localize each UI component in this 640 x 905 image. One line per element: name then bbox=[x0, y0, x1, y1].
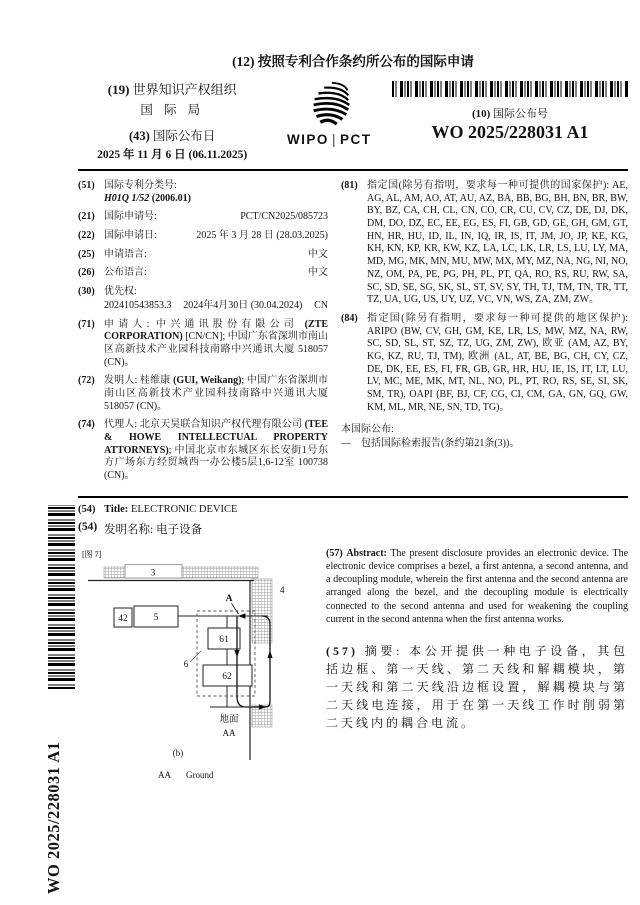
priority-country: CN bbox=[314, 299, 328, 311]
abstract-en-label: Abstract: bbox=[346, 547, 387, 559]
field-25-body bbox=[104, 249, 328, 262]
label-module62: 62 bbox=[222, 671, 232, 682]
field-26-value: 中文 bbox=[308, 267, 328, 279]
field-51-value bbox=[104, 193, 328, 206]
field-26 bbox=[78, 267, 328, 280]
field-84-body bbox=[367, 313, 628, 415]
label-ground-ref: AA bbox=[222, 727, 236, 738]
ipc-class: H01Q 1/52 bbox=[104, 192, 150, 204]
regional-states-codes: ARIPO (BW, CV, GH, GM, KE, LR, LS, MW, MZ, NA, RW, SC, SD, SL, ST, SZ, TZ, UG, ZM, ZW), 欧亚 (AM, AZ, BY, KG, KZ, RU, TJ, TM), 欧洲 (AL, AT, BE, BG, CH, CY, CZ, DE, DK, EE, ES, FI, FR, GB, GR, HR, HU, IE, IS, IT, LT, LU, LV, MC, ME, MK, MT, NL, NO, PL, PT, RO, RS, SE, SI, SK, SM, TR), OAPI (BF, BJ, CF, CG, CI, CM, GA, GN, GQ, GW, KM, ML, MR, NE, SN, TD, TG)。 bbox=[367, 325, 628, 413]
field-22-value: 2025 年 3 月 28 日 (28.03.2025) bbox=[196, 230, 328, 242]
field-22-num: (22) bbox=[78, 230, 95, 242]
bibliographic-section bbox=[78, 180, 628, 489]
label-ground-cn: 地面 bbox=[219, 714, 239, 725]
wipo-logo bbox=[304, 79, 354, 129]
figure-sub-caption: (b) bbox=[172, 747, 184, 758]
header-right-block bbox=[392, 79, 628, 143]
applicant-en-name: (ZTE CORPORATION) bbox=[104, 318, 328, 343]
field-72-body bbox=[104, 375, 328, 413]
note-dash: — bbox=[341, 438, 351, 450]
org-name: 世界知识产权组织 bbox=[132, 82, 237, 97]
field-54-num-cn: (54) bbox=[78, 520, 98, 533]
org-line bbox=[78, 79, 266, 98]
publication-number-value: WO 2025/228031 A1 bbox=[431, 122, 589, 142]
label-module61: 61 bbox=[219, 634, 229, 645]
field-51-body bbox=[104, 180, 328, 205]
publication-note-title: 本国际公布: bbox=[341, 424, 394, 436]
field-74 bbox=[78, 419, 328, 482]
label-module5: 5 bbox=[153, 612, 159, 623]
regional-states-label: 指定国(除另有指明，要求每一种可提供的地区保护): bbox=[367, 312, 628, 324]
field-72 bbox=[78, 375, 328, 413]
title-cn-value: 电子设备 bbox=[156, 523, 203, 536]
field-51 bbox=[78, 180, 328, 205]
field-21-label: 国际申请号: bbox=[104, 211, 157, 223]
biblio-right-column bbox=[341, 180, 628, 489]
field-30-label: 优先权: bbox=[104, 286, 137, 298]
field-21-body bbox=[104, 211, 328, 224]
publication-number-label-line bbox=[392, 105, 628, 121]
field-21-value: PCT/CN2025/085723 bbox=[240, 211, 328, 223]
priority-line bbox=[104, 300, 328, 313]
field-74-num: (74) bbox=[78, 419, 95, 431]
field-25-label: 申请语言: bbox=[104, 248, 147, 260]
pub-date-label: 国际公布日 bbox=[152, 129, 216, 143]
field-81 bbox=[341, 180, 628, 307]
field-72-num: (72) bbox=[78, 375, 95, 387]
field-26-body bbox=[104, 267, 328, 280]
abstract-en-num: (57) bbox=[326, 547, 343, 559]
priority-app-number: 202410543853.3 bbox=[104, 299, 172, 311]
wipo-logo-block bbox=[266, 79, 392, 147]
publication-note-item bbox=[341, 438, 628, 451]
title-en-value: ELECTRONIC DEVICE bbox=[130, 503, 238, 515]
top-barcode bbox=[392, 81, 628, 97]
abstract-cn-label: 摘要: bbox=[364, 643, 403, 658]
inventor-text: 发明人: 桂维康 bbox=[104, 375, 174, 387]
label-module42: 42 bbox=[118, 613, 128, 624]
legend-meaning: Ground bbox=[186, 769, 214, 780]
header-row bbox=[78, 79, 628, 162]
designated-states-codes: AE, AG, AL, AM, AO, AT, AU, AZ, BA, BB, BG, BH, BN, BR, BW, BY, BZ, CA, CH, CL, CN, CO, CR, CU, CV, CZ, DE, DJ, DK, DM, DO, DZ, EC, EE, EG, ES, FI, GB, GD, GE, GH, GM, GT, HN, HR, HU, ID, IL, IN, IQ, IR, IS, IT, JM, JO, JP, KE, KG, KH, KN, KP, KR, KW, KZ, LA, LC, LK, LR, LS, LU, LY, MA, MD, MG, MK, MN, MU, MW, MX, MY, MZ, NA, NG, NI, NO, NZ, OM, PA, PE, PG, PH, PL, PT, QA, RO, RS, RU, RW, SA, SC, SD, SE, SG, SK, SL, ST, SV, SY, TH, TJ, TM, TN, TR, TT, TZ, UA, UG, US, UY, UZ, VC, VN, WS, ZA, ZM, ZW。 bbox=[367, 180, 628, 306]
applicant-address: [CN/CN]; 中国广东省深圳市南山区高新技术产业园科技南路中兴通讯大厦 518057 (CN)。 bbox=[104, 331, 328, 368]
field-num-19: (19) bbox=[107, 82, 130, 97]
figure-abstract-row bbox=[78, 547, 628, 798]
field-22-body bbox=[104, 230, 328, 243]
figure-drawing bbox=[78, 547, 314, 793]
agent-en-name: (TEE & HOWE INTELLECTUAL PROPERTY ATTORNEYS) bbox=[104, 419, 328, 456]
abstract-block bbox=[326, 547, 628, 798]
field-81-body bbox=[367, 180, 628, 307]
field-21 bbox=[78, 211, 328, 224]
field-71-body bbox=[104, 319, 328, 370]
field-25-value: 中文 bbox=[308, 248, 328, 260]
label-bezel-right: 4 bbox=[280, 584, 285, 595]
field-num-10: (10) bbox=[471, 108, 491, 120]
biblio-left-column bbox=[78, 180, 328, 489]
field-25 bbox=[78, 249, 328, 262]
publication-number-label: 国际公布号 bbox=[493, 108, 549, 120]
field-26-label: 公布语言: bbox=[104, 267, 147, 279]
pct-publication-line: (12) 按照专利合作条约所公布的国际申请 bbox=[232, 54, 474, 69]
field-84 bbox=[341, 313, 628, 415]
title-cn-body bbox=[104, 521, 202, 537]
abstract-en-text: The present disclosure provides an electronic device. The electronic device comprises a bezel, a first antenna, a second antenna, and a decoupling module, wherein the first antenna and the second antenna are arranged along the bezel, and the decoupling module is electrically connected to the second antenna and used for weakening the coupling current in the second antenna when the first antenna works. bbox=[326, 547, 629, 625]
abstract-cn-num: (57) bbox=[326, 643, 358, 658]
field-30 bbox=[78, 286, 328, 312]
field-84-num: (84) bbox=[341, 312, 358, 324]
title-en-body bbox=[104, 504, 237, 515]
title-en-row bbox=[78, 504, 628, 515]
abstract-cn bbox=[326, 642, 628, 732]
field-81-num: (81) bbox=[341, 180, 358, 191]
inventor-en-name: (GUI, Weikang) bbox=[173, 375, 242, 387]
pub-date-label-line bbox=[78, 126, 266, 144]
sidebar-publication-number: WO 2025/228031 A1 bbox=[44, 741, 63, 894]
abstract-en bbox=[326, 547, 628, 626]
label-point-a: A bbox=[225, 593, 233, 604]
label-group6: 6 bbox=[183, 658, 189, 669]
title-en-label: Title: bbox=[104, 503, 129, 515]
wipo-pct-wordmark bbox=[287, 132, 372, 147]
field-30-body bbox=[104, 286, 328, 312]
ipc-edition: (2006.01) bbox=[149, 192, 191, 204]
note-text: 包括国际检索报告(条约第21条(3))。 bbox=[361, 438, 520, 450]
abstract-cn-text: 本公开提供一种电子设备，其包括边框、第一天线、第二天线和解耦模块，第一天线和第二天线沿边框设置，解耦模块与第二天线电连接，用于在第一天线工作时削弱第二天线内的耦合电流。 bbox=[326, 643, 628, 730]
wordmark-separator: | bbox=[331, 132, 337, 147]
page-content bbox=[78, 50, 628, 798]
header-left-block bbox=[78, 79, 266, 162]
org-bureau: 国 际 局 bbox=[140, 103, 205, 117]
publication-note bbox=[341, 424, 628, 450]
agent-text: 代理人: 北京天昊联合知识产权代理有限公司 bbox=[104, 419, 305, 431]
inventor-address: ; 中国广东省深圳市南山区高新技术产业园科技南路中兴通讯大厦 518057 (CN)。 bbox=[104, 375, 329, 412]
field-51-num: (51) bbox=[78, 180, 95, 191]
figure-block bbox=[78, 547, 318, 798]
title-cn-row bbox=[78, 521, 628, 537]
field-71-num: (71) bbox=[78, 318, 95, 330]
field-num-43: (43) bbox=[128, 129, 150, 143]
field-26-num: (26) bbox=[78, 267, 95, 279]
title-divider bbox=[78, 496, 628, 498]
pct-word: PCT bbox=[339, 132, 372, 147]
field-71 bbox=[78, 319, 328, 370]
field-51-label: 国际专利分类号: bbox=[104, 180, 177, 191]
figure-caption: [图 7] bbox=[82, 549, 102, 559]
label-bezel-top: 3 bbox=[150, 567, 156, 578]
field-25-num: (25) bbox=[78, 248, 95, 260]
applicant-text: 申请人: 中兴通讯股份有限公司 bbox=[104, 318, 305, 330]
field-22-label: 国际申请日: bbox=[104, 230, 157, 242]
agent-address: ; 中国北京市东城区东长安街1号东方广场东方经贸城西一办公楼5层1,6-12室 100738 (CN)。 bbox=[104, 444, 328, 482]
pub-date-value: 2025 年 11 月 6 日 (06.11.2025) bbox=[97, 149, 248, 161]
wipo-word: WIPO bbox=[286, 132, 329, 147]
header-divider bbox=[78, 169, 628, 171]
title-cn-label: 发明名称: bbox=[104, 523, 154, 536]
field-21-num: (21) bbox=[78, 211, 95, 223]
field-74-body bbox=[104, 419, 328, 482]
priority-date: 2024年4月30日 (30.04.2024) bbox=[183, 299, 303, 311]
field-22 bbox=[78, 230, 328, 243]
field-54-num-en: (54) bbox=[78, 503, 96, 515]
sidebar-barcode bbox=[48, 505, 75, 689]
legend-ref: AA bbox=[158, 769, 171, 780]
designated-states-label: 指定国(除另有指明，要求每一种可提供的国家保护): bbox=[367, 180, 613, 191]
field-30-num: (30) bbox=[78, 286, 95, 298]
